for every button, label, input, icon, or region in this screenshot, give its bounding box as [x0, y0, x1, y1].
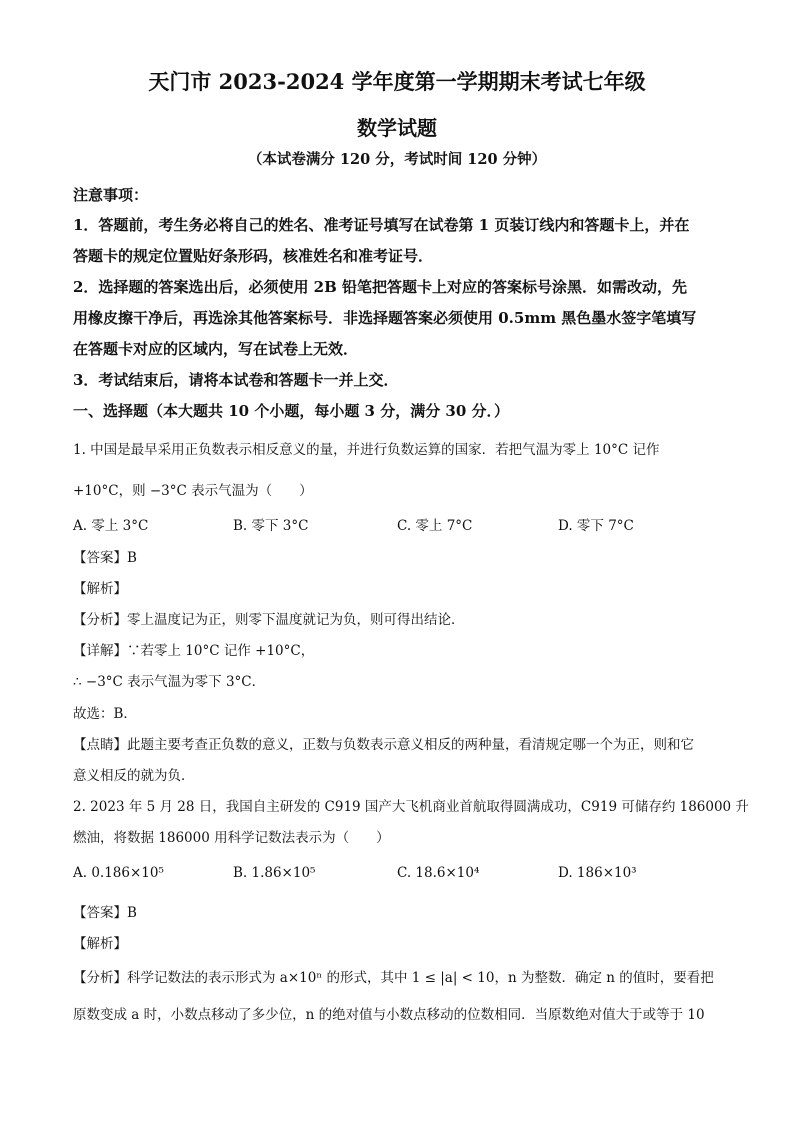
q1-answer: 【答案】B [73, 550, 137, 566]
notice-heading: 注意事项： [73, 186, 149, 204]
q2-option-a: A. 0.186×10⁵ [73, 865, 164, 881]
q1-xiangjie: 【详解】∵若零上 10°C 记作 +10°C， [73, 643, 315, 659]
q1-fenxi: 【分析】零上温度记为正，则零下温度就记为负，则可得出结论． [73, 612, 465, 628]
q1-therefore: ∴ −3°C 表示气温为零下 3°C． [73, 674, 266, 690]
q1-stem-line2: +10°C，则 −3°C 表示气温为（ ） [73, 483, 313, 499]
q2-stem-line1: 2. 2023 年 5 月 28 日，我国自主研发的 C919 国产大飞机商业首航取得圆满成功，C919 可储存约 186000 升 [73, 799, 749, 815]
q2-option-d: D. 186×10³ [558, 865, 637, 881]
notice-item1-line2: 答题卡的规定位置贴好条形码，核准姓名和准考证号． [73, 247, 434, 265]
q2-fenxi-line1: 【分析】科学记数法的表示形式为 a×10ⁿ 的形式，其中 1 ≤ |a| < 10，n 为整数．确定 n 的值时，要看把 [73, 970, 714, 986]
q2-option-c: C. 18.6×10⁴ [397, 865, 480, 881]
q2-fenxi-line2: 原数变成 a 时，小数点移动了多少位，n 的绝对值与小数点移动的位数相同．当原数绝对值大于或等于 10 [73, 1007, 705, 1023]
q1-option-d: D. 零下 7°C [558, 518, 634, 534]
q1-option-a: A. 零上 3°C [73, 518, 149, 534]
notice-item2-line2: 用橡皮擦干净后，再选涂其他答案标号．非选择题答案必须使用 0.5mm 黑色墨水签字笔填写 [73, 309, 697, 327]
notice-item2-line1: 2．选择题的答案选出后，必须使用 2B 铅笔把答题卡上对应的答案标号涂黑．如需改动，先 [73, 278, 688, 296]
exam-subtitle: 数学试题 [357, 116, 437, 140]
q1-option-b: B. 零下 3°C [233, 518, 309, 534]
notice-item2-line3: 在答题卡对应的区域内，写在试卷上无效． [73, 340, 359, 358]
q1-dianjing-line2: 意义相反的就为负． [73, 768, 195, 784]
q1-stem-line1: 1. 中国是最早采用正负数表示相反意义的量，并进行负数运算的国家．若把气温为零上 10°C 记作 [73, 442, 660, 458]
section1-heading: 一、选择题（本大题共 10 个小题，每小题 3 分，满分 30 分．） [73, 402, 510, 420]
q2-stem-line2: 燃油，将数据 186000 用科学记数法表示为（ ） [73, 830, 390, 846]
q1-option-c: C. 零上 7°C [397, 518, 473, 534]
exam-note: （本试卷满分 120 分，考试时间 120 分钟） [247, 151, 547, 168]
exam-title: 天门市 2023-2024 学年度第一学期期末考试七年级 [148, 69, 646, 94]
q1-dianjing-line1: 【点睛】此题主要考查正负数的意义，正数与负数表示意义相反的两种量，看清规定哪一个为正，则和它 [73, 737, 694, 753]
q2-option-b: B. 1.86×10⁵ [233, 865, 316, 881]
q1-guxuan: 故选：B． [73, 706, 137, 722]
notice-item3: 3．考试结束后，请将本试卷和答题卡一并上交． [73, 371, 399, 389]
q2-answer: 【答案】B [73, 905, 137, 921]
q2-jiexi: 【解析】 [73, 936, 127, 952]
q1-jiexi: 【解析】 [73, 581, 127, 597]
notice-item1-line1: 1．答题前，考生务必将自己的姓名、准考证号填写在试卷第 1 页装订线内和答题卡上，并在 [73, 216, 690, 234]
